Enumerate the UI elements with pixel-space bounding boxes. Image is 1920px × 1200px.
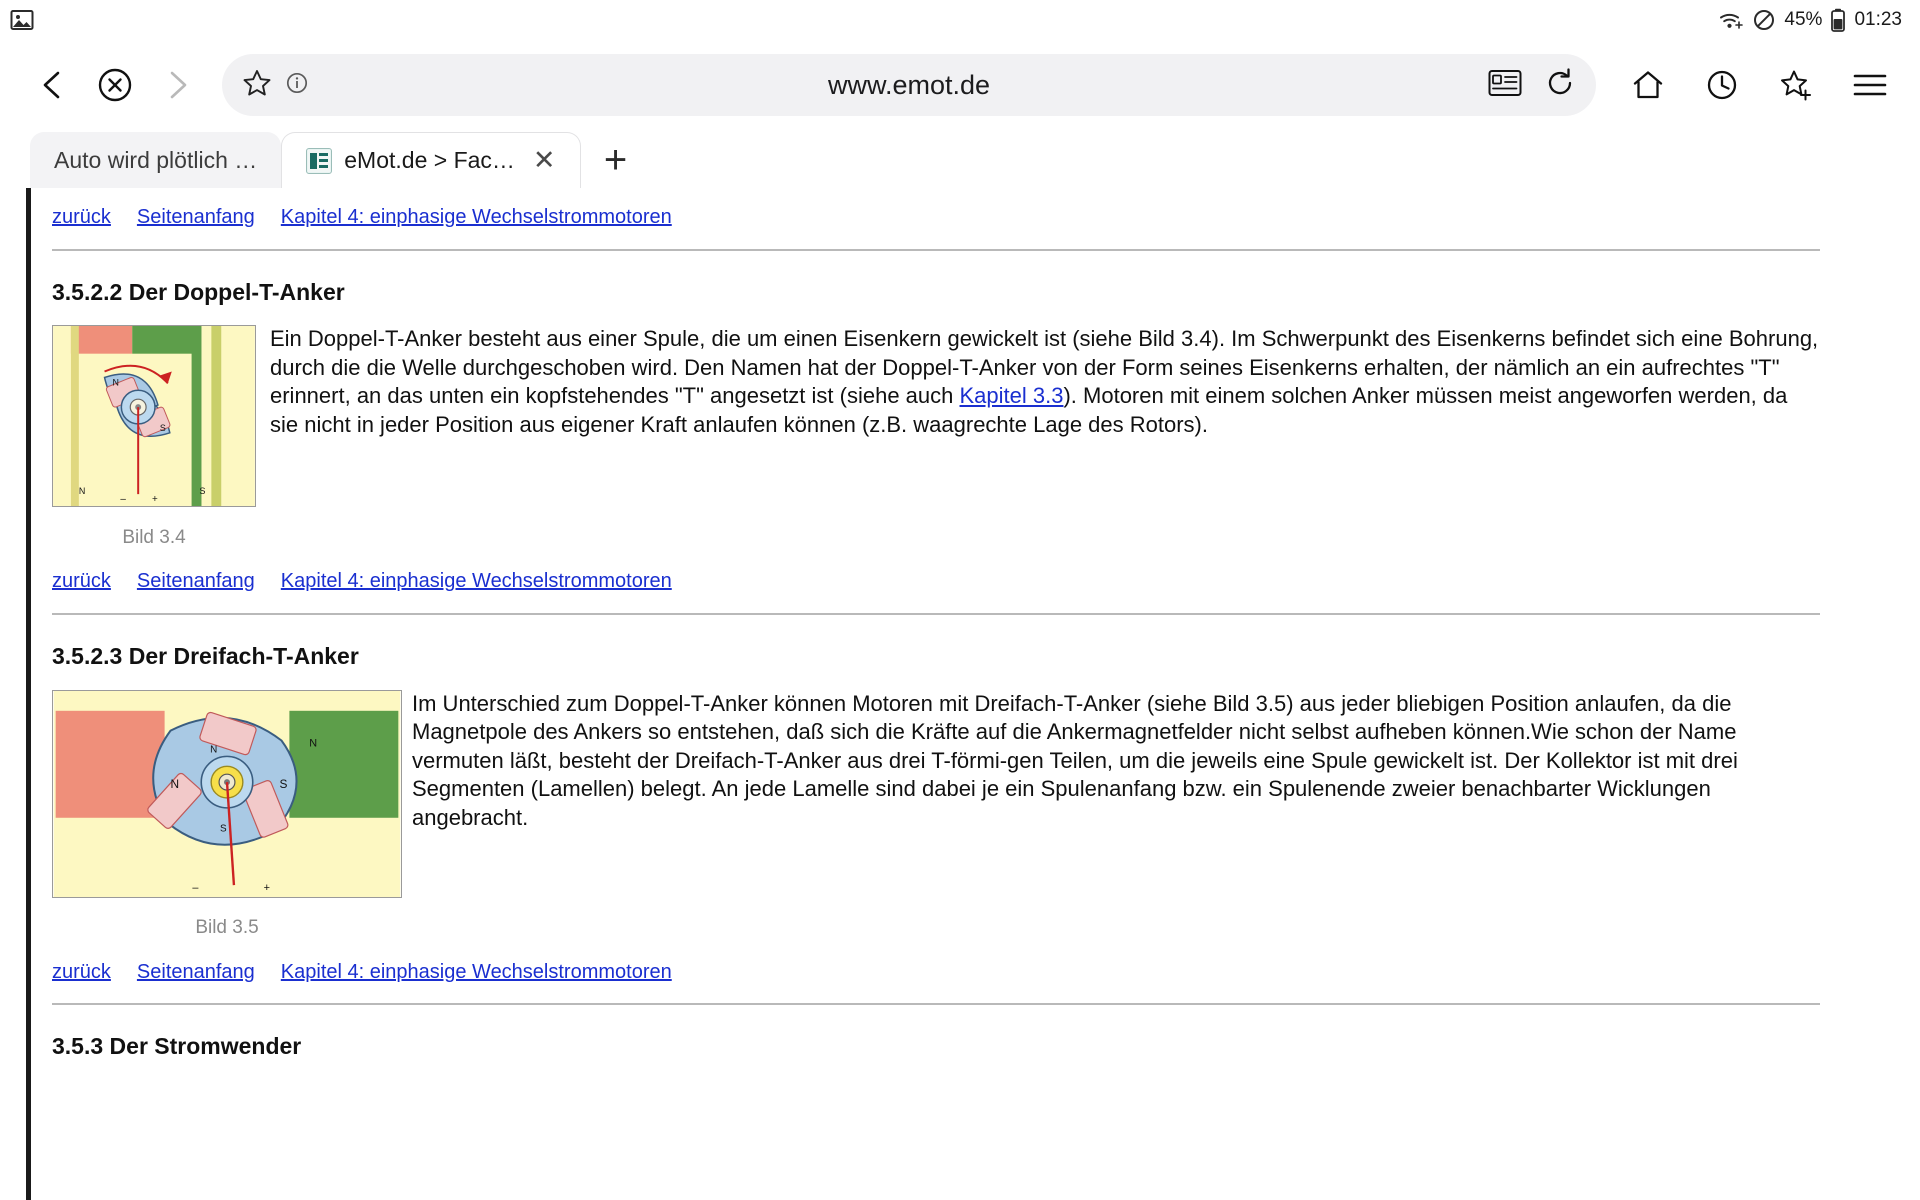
paragraph-dreifach-t-anker: Im Unterschied zum Doppel-T-Anker können Motoren mit Dreifach-T-Anker (siehe Bild 3.5) aus jeder bliebigen Position anlaufen, da die Magnetpole des Ankers so entstehen, daß sich die Kräfte auf die Ankermagnetfelder nicht selbst aufheben können.Wie schon der Name vermuten läßt, besteht der Dreifach-T-Anker aus drei T-förmi-gen Teilen, um die jeweils eine Spule gewickelt ist. Der Kollektor ist mit drei Segmenten (Lamellen) belegt. An jede Lamelle sind dabei je ein Spulenanfang bzw. ein Spulenende zweier benachbarter Wicklungen angebracht. (412, 690, 1738, 830)
page-content (30, 188, 1920, 1062)
svg-text:S: S (159, 423, 166, 434)
section-block-doppel-t-anker (52, 325, 1820, 550)
paragraph-text-post: ). Motoren mit einem solchen Anker müssen meist angeworfen werden, da sie nicht in jeder Position aus eigener Kraft anlaufen können (z.B. waagrechte Lage des Rotors). (270, 383, 1788, 437)
tab-strip (0, 130, 1920, 188)
svg-text:N: N (170, 776, 180, 791)
bookmark-star-icon[interactable] (242, 68, 272, 103)
divider (52, 249, 1820, 251)
heading-3-5-2-2: 3.5.2.2 Der Doppel-T-Anker (52, 278, 345, 305)
do-not-disturb-icon (1753, 9, 1775, 31)
bookmarks-icon[interactable] (1768, 57, 1824, 113)
svg-text:–: – (192, 881, 199, 894)
divider (52, 613, 1820, 615)
link-kapitel-3-3[interactable]: Kapitel 3.3 (959, 383, 1064, 409)
hamburger-menu-icon[interactable] (1842, 57, 1898, 113)
heading-3-5-2-3: 3.5.2.3 Der Dreifach-T-Anker (52, 642, 359, 669)
svg-text:N: N (78, 486, 86, 497)
link-seitenanfang[interactable]: Seitenanfang (136, 960, 255, 983)
page-left-border (26, 188, 31, 1200)
reload-icon[interactable] (1544, 67, 1576, 104)
address-bar[interactable] (222, 54, 1596, 116)
tab-title: Auto wird plötlich … (54, 146, 258, 173)
svg-text:+: + (263, 881, 271, 894)
svg-text:S: S (199, 486, 206, 497)
nav-links-middle (52, 550, 1820, 595)
figure-bild-3-4-image (52, 325, 256, 507)
paragraph-doppel-t-anker (270, 325, 1820, 439)
heading-3-5-3: 3.5.3 Der Stromwender (52, 1033, 302, 1060)
paragraph-text-pre: Ein Doppel-T-Anker besteht aus einer Spule, die um einen Eisenkern gewickelt ist (siehe Bild 3.4). Im Schwerpunkt des Eisenkerns befindet sich eine Bohrung, durch die die Welle durchgeschoben wird. Den Namen hat der Doppel-T-Anker von der Form seines Eisenkerns erhalten, der nämlich an ein aufrechtes "T" erinnert, an das unten ein kopfstehendes "T" angesetzt ist (siehe auch (270, 326, 1819, 409)
battery-percent-label: 45% (1784, 9, 1823, 30)
tab-close-icon[interactable]: ✕ (532, 145, 556, 175)
nav-links-top (52, 188, 1820, 231)
link-zurueck[interactable]: zurück (52, 960, 111, 983)
clock-label: 01:23 (1854, 9, 1902, 30)
battery-icon (1831, 8, 1845, 32)
section-block-dreifach-t-anker (52, 690, 1820, 941)
svg-text:S: S (279, 776, 288, 791)
figure-bild-3-4 (52, 325, 256, 550)
stop-loading-button[interactable] (84, 54, 146, 116)
status-bar-left (10, 8, 34, 32)
new-tab-button[interactable]: + (603, 137, 628, 182)
svg-text:N: N (112, 377, 119, 388)
figure-bild-3-5 (52, 690, 402, 941)
site-info-icon[interactable] (286, 72, 308, 99)
web-page-viewport (0, 188, 1920, 1200)
emot-favicon-icon (306, 148, 332, 174)
link-kapitel4[interactable]: Kapitel 4: einphasige Wechselstrommotoren (280, 206, 672, 228)
svg-text:–: – (120, 494, 126, 506)
status-bar-right (1718, 8, 1902, 32)
link-seitenanfang[interactable]: Seitenanfang (136, 206, 255, 228)
figure-bild-3-5-image (52, 690, 402, 898)
figure-caption-3-4: Bild 3.4 (122, 527, 186, 549)
forward-button[interactable] (146, 54, 208, 116)
status-bar (0, 0, 1920, 40)
address-bar-right-icons (1488, 67, 1576, 104)
reader-view-icon[interactable] (1488, 69, 1522, 102)
image-icon (10, 8, 34, 32)
toolbar-icon-group (1620, 57, 1898, 113)
url-text: www.emot.de (827, 69, 991, 100)
wifi-icon (1718, 10, 1744, 30)
back-button[interactable] (22, 54, 84, 116)
figure-caption-3-5: Bild 3.5 (195, 917, 259, 939)
link-zurueck[interactable]: zurück (52, 570, 111, 593)
address-bar-left-icons (242, 68, 308, 103)
browser-toolbar (0, 40, 1920, 130)
home-icon[interactable] (1620, 57, 1676, 113)
svg-text:N: N (309, 736, 318, 749)
link-kapitel4[interactable]: Kapitel 4: einphasige Wechselstrommotoren (280, 960, 672, 983)
nav-links-bottom (52, 941, 1820, 986)
svg-text:N: N (210, 743, 218, 755)
tab-title: eMot.de > Fac… (344, 147, 515, 173)
history-clock-icon[interactable] (1694, 57, 1750, 113)
link-seitenanfang[interactable]: Seitenanfang (136, 570, 255, 593)
tab-active[interactable] (281, 132, 580, 188)
tab-inactive[interactable] (30, 132, 281, 188)
link-kapitel4[interactable]: Kapitel 4: einphasige Wechselstrommotoren (280, 570, 672, 593)
svg-text:+: + (152, 494, 158, 506)
divider (52, 1003, 1820, 1005)
link-zurueck[interactable]: zurück (52, 206, 111, 228)
svg-text:S: S (220, 823, 227, 835)
